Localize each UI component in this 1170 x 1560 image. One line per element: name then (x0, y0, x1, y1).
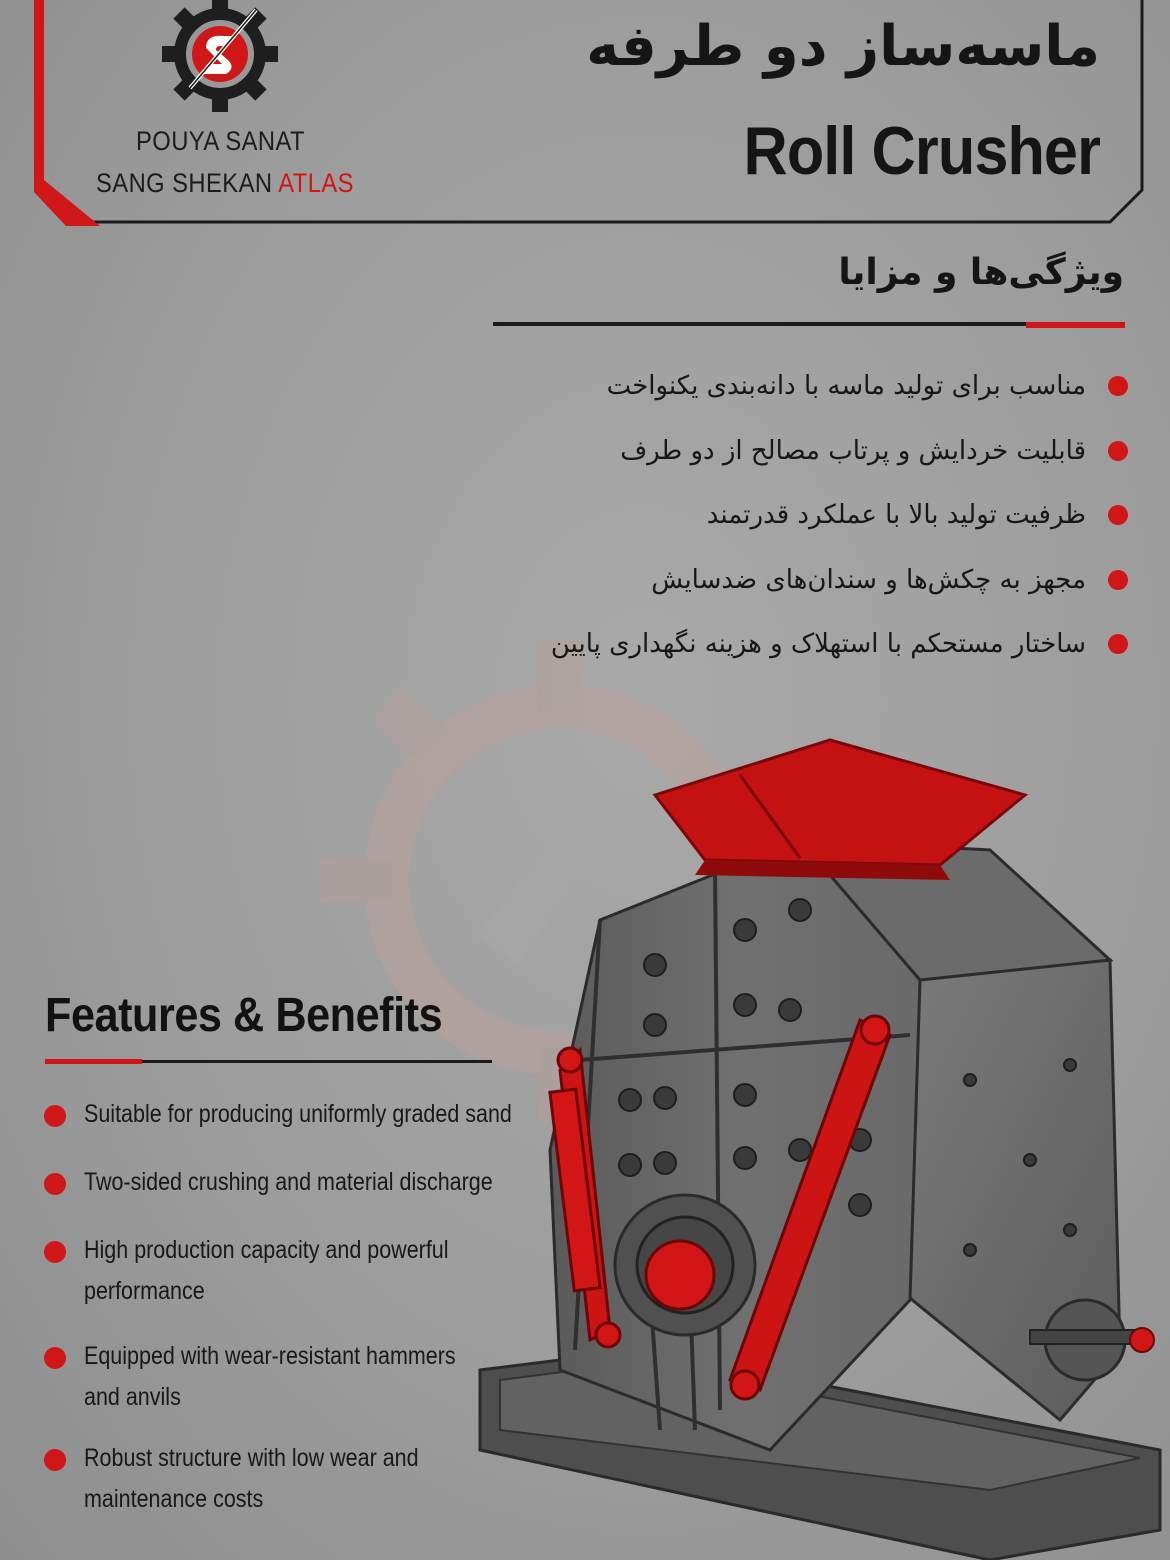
brand-name-main: SANG SHEKAN (96, 168, 273, 198)
features-heading-persian: ویژگی‌ها و مزایا (838, 252, 1124, 293)
list-item (44, 1094, 584, 1135)
feature-text: Suitable for producing uniformly graded sand (84, 1100, 512, 1128)
title-persian: ماسه‌ساز دو طرفه (586, 14, 1100, 79)
list-item (408, 618, 1128, 683)
feature-text: Equipped with wear-resistant hammers and anvils (84, 1342, 456, 1411)
list-item (44, 1438, 484, 1520)
heading-divider-accent-english (45, 1059, 142, 1064)
feature-text: مجهز به چکش‌ها و سندان‌های ضدسایش (651, 564, 1086, 595)
feature-text: Robust structure with low wear and maintenance costs (84, 1444, 419, 1513)
feature-text: High production capacity and powerful performance (84, 1236, 449, 1305)
heading-divider-accent-persian (1026, 322, 1125, 328)
feature-text: ظرفیت تولید بالا با عملکرد قدرتمند (706, 500, 1086, 530)
feature-text: مناسب برای تولید ماسه با دانه‌بندی یکنواخت (606, 371, 1086, 401)
features-list-persian (408, 360, 1128, 683)
bullet-dot-icon (44, 1173, 66, 1195)
brand-name-line2 (96, 168, 354, 199)
list-item (408, 425, 1128, 490)
bullet-dot-icon (1108, 634, 1128, 654)
brand-name-accent: ATLAS (278, 168, 354, 198)
brand-name-line1: POUYA SANAT (136, 126, 306, 156)
list-item (44, 1230, 514, 1312)
list-item (408, 360, 1128, 425)
bullet-dot-icon (1108, 376, 1128, 396)
bullet-dot-icon (1108, 505, 1128, 525)
roll-crusher-illustration (470, 730, 1170, 1560)
feature-text: Two-sided crushing and material discharge (84, 1168, 493, 1196)
list-item (44, 1336, 524, 1418)
bullet-dot-icon (44, 1241, 66, 1263)
bullet-dot-icon (1108, 570, 1128, 590)
bullet-dot-icon (44, 1449, 66, 1471)
bullet-dot-icon (1108, 441, 1128, 461)
gear-logo-icon (148, 0, 292, 112)
bullet-dot-icon (44, 1105, 66, 1127)
list-item (408, 554, 1128, 619)
list-item (44, 1162, 584, 1203)
feature-text: ساختار مستحکم با استهلاک و هزینه نگهداری پایین (550, 629, 1086, 659)
bullet-dot-icon (44, 1347, 66, 1369)
features-heading-english: Features & Benefits (45, 989, 443, 1042)
title-english: Roll Crusher (743, 113, 1100, 189)
list-item (408, 489, 1128, 554)
feature-text: قابلیت خردایش و پرتاب مصالح از دو طرف (620, 435, 1086, 466)
